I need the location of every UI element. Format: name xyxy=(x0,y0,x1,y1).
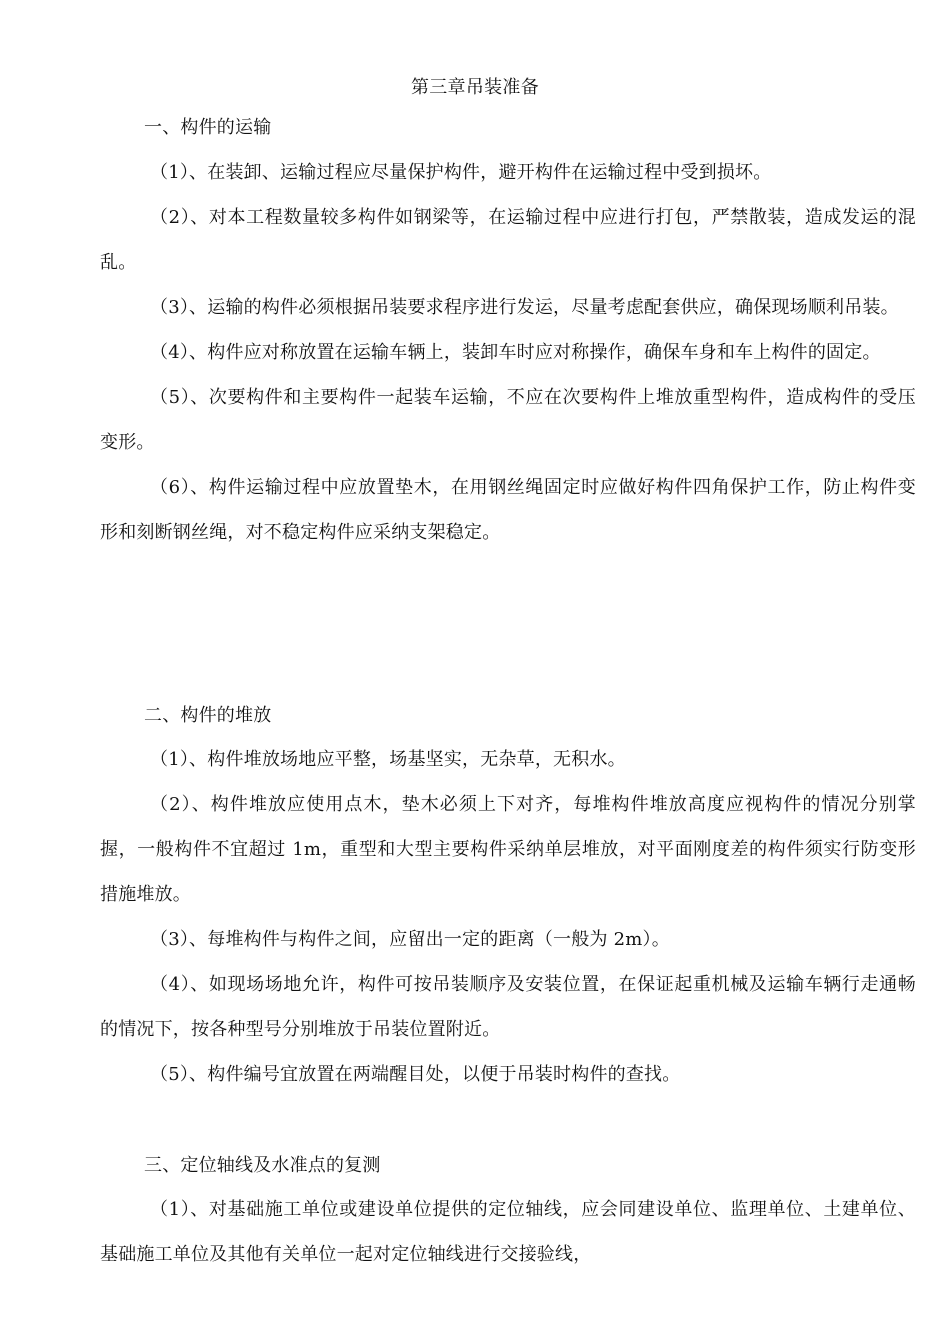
paragraph: （2）、构件堆放应使用点木，垫木必须上下对齐，每堆构件堆放高度应视构件的情况分别掌握，一般构件不宜超过 1m，重型和大型主要构件采纳单层堆放，对平面刚度差的构件须实行防变形措施堆放。 xyxy=(100,794,916,905)
section-body-survey xyxy=(100,1187,916,1277)
section-body-transport xyxy=(100,150,916,555)
section-heading-transport: 一、构件的运输 xyxy=(144,117,272,138)
paragraph: （6）、构件运输过程中应放置垫木，在用钢丝绳固定时应做好构件四角保护工作，防止构件变形和刻断钢丝绳，对不稳定构件应采纳支架稳定。 xyxy=(100,477,916,543)
paragraph: （1）、在装卸、运输过程应尽量保护构件，避开构件在运输过程中受到损坏。 xyxy=(150,162,772,183)
paragraph: （4）、如现场场地允许，构件可按吊装顺序及安装位置，在保证起重机械及运输车辆行走通畅的情况下，按各种型号分别堆放于吊装位置附近。 xyxy=(100,974,916,1040)
paragraph: （2）、对本工程数量较多构件如钢梁等，在运输过程中应进行打包，严禁散装，造成发运的混乱。 xyxy=(100,207,916,273)
paragraph: （5）、构件编号宜放置在两端醒目处，以便于吊装时构件的查找。 xyxy=(150,1064,681,1085)
section-heading-storage: 二、构件的堆放 xyxy=(144,705,272,726)
paragraph: （5）、次要构件和主要构件一起装车运输，不应在次要构件上堆放重型构件，造成构件的受压变形。 xyxy=(100,387,916,453)
paragraph: （3）、每堆构件与构件之间，应留出一定的距离（一般为 2m）。 xyxy=(150,929,670,950)
paragraph: （3）、运输的构件必须根据吊装要求程序进行发运，尽量考虑配套供应，确保现场顺利吊装。 xyxy=(150,297,899,318)
paragraph: （4）、构件应对称放置在运输车辆上，装卸车时应对称操作，确保车身和车上构件的固定。 xyxy=(150,342,881,363)
chapter-title: 第三章吊装准备 xyxy=(410,77,540,98)
section-body-storage xyxy=(100,737,916,1097)
paragraph: （1）、对基础施工单位或建设单位提供的定位轴线，应会同建设单位、监理单位、土建单位、基础施工单位及其他有关单位一起对定位轴线进行交接验线， xyxy=(100,1199,916,1265)
section-heading-survey: 三、定位轴线及水准点的复测 xyxy=(144,1155,381,1176)
paragraph: （1）、构件堆放场地应平整，场基坚实，无杂草，无积水。 xyxy=(150,749,626,770)
